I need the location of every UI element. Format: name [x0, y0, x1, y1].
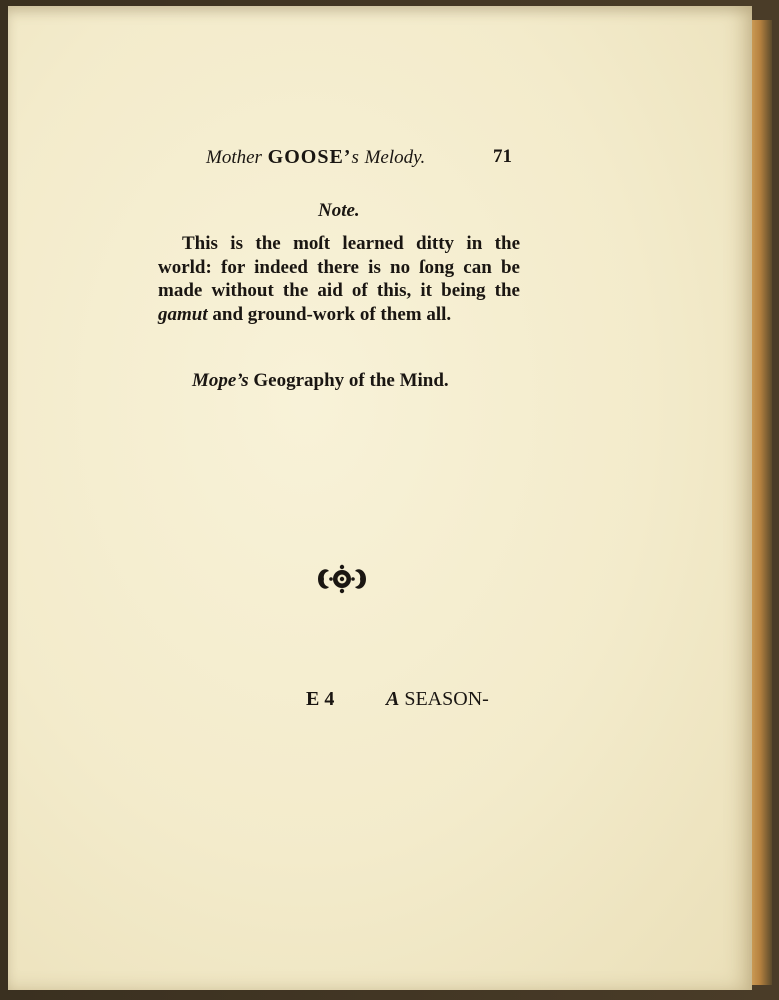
note-text-after: and ground-work of them all. [212, 303, 452, 325]
running-title [206, 146, 425, 169]
printers-ornament-icon [312, 562, 372, 596]
catchword-rest: SEASON- [404, 688, 489, 710]
catchword-initial: A [386, 688, 400, 710]
title-word-goose: GOOSE’ [267, 146, 352, 168]
running-header [206, 146, 516, 174]
title-word-melody: Melody. [364, 147, 426, 168]
signature-mark: E 4 [306, 688, 335, 710]
note-body [158, 232, 520, 326]
catchword [386, 688, 489, 711]
note-text-italic: gamut [158, 303, 208, 325]
title-word-mother: Mother [206, 147, 262, 168]
attribution [192, 370, 449, 392]
page-number: 71 [493, 146, 512, 167]
title-possessive: s [351, 147, 359, 168]
note-heading: Note. [318, 200, 360, 221]
attribution-title: Geography of the Mind. [253, 370, 449, 391]
note-text-before: This is the moſt learned ditty in the world: for indeed there is no ſong can be made without the aid of this, it being the [158, 233, 520, 301]
attribution-author: Mope’s [192, 370, 249, 391]
